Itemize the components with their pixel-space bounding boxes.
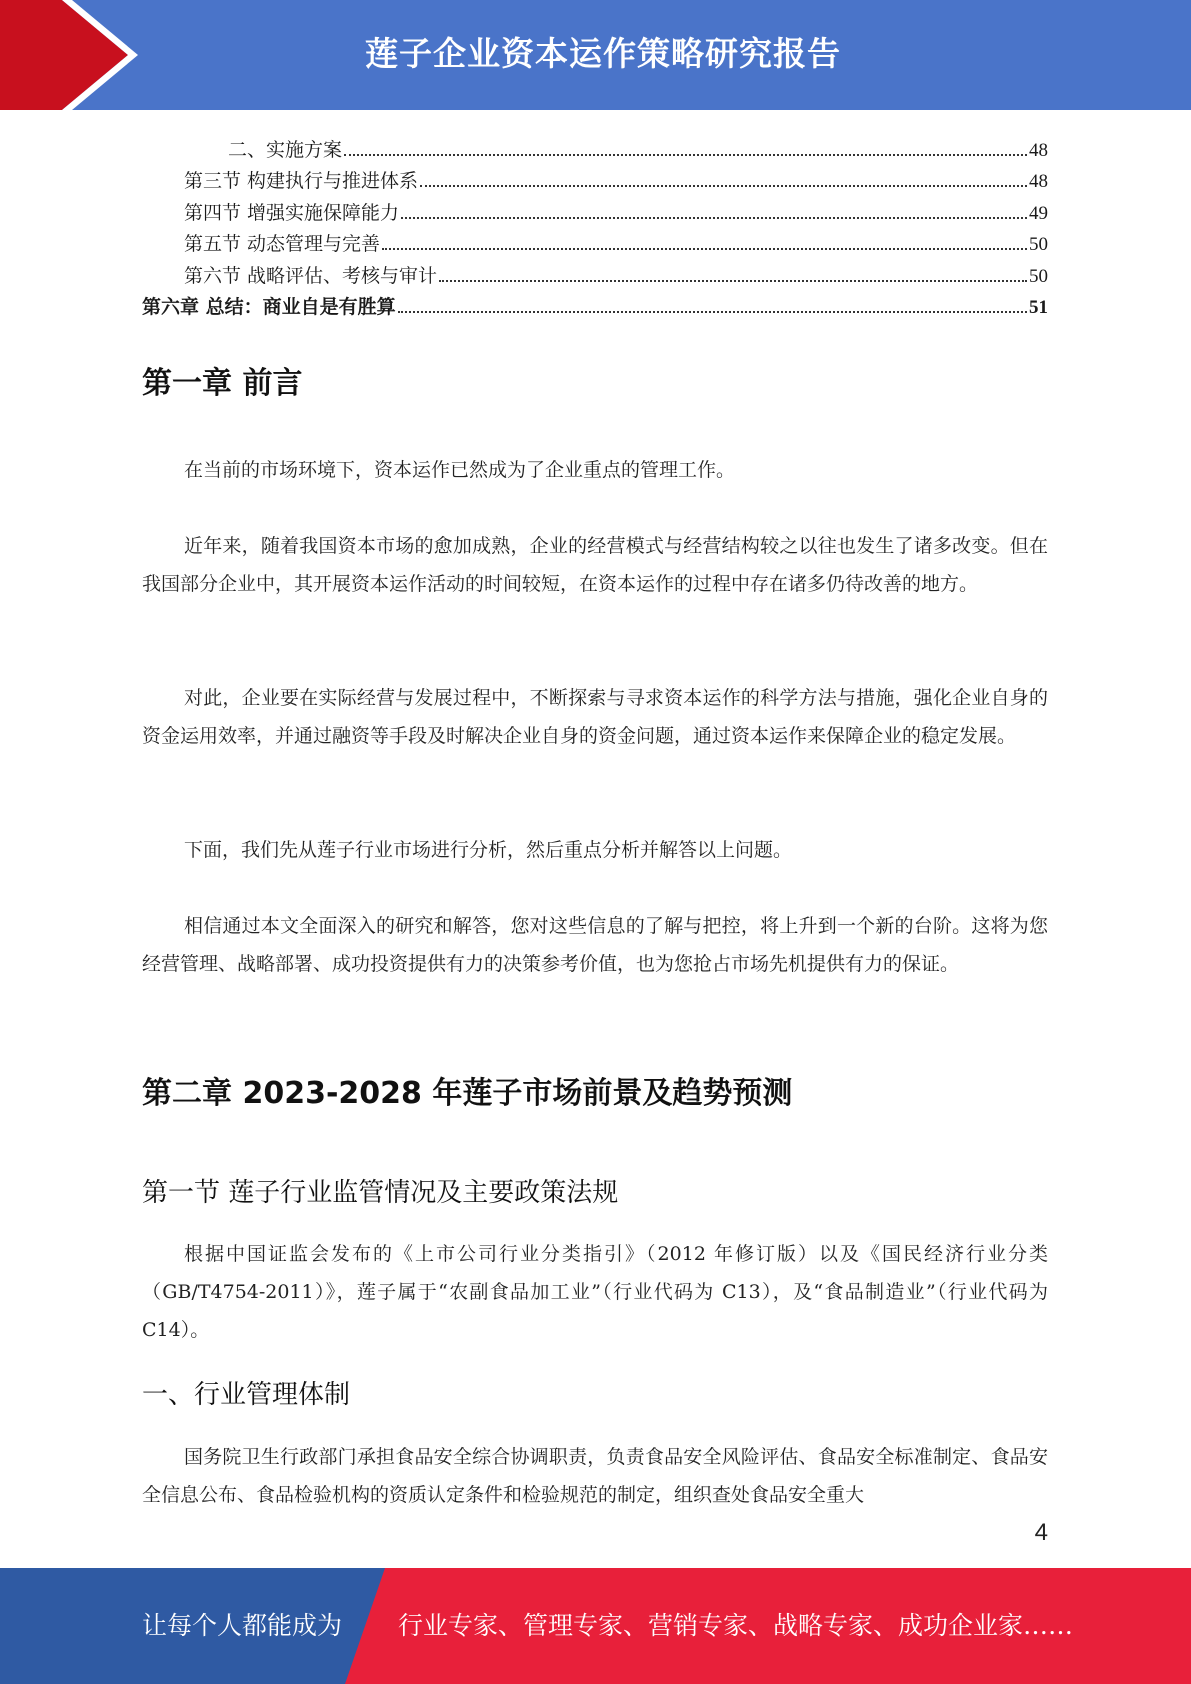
footer-slogan-right: 行业专家、管理专家、营销专家、战略专家、成功企业家…… <box>398 1611 1074 1640</box>
report-title: 莲子企业资本运作策略研究报告 <box>365 34 841 73</box>
paragraph: 下面，我们先从莲子行业市场进行分析，然后重点分析并解答以上问题。 <box>184 839 793 861</box>
toc-entry-label: 第五节 动态管理与完善 <box>184 233 381 255</box>
paragraph: 近年来，随着我国资本市场的愈加成熟，企业的经营模式与经营结构较之以往也发生了诸多改变。但在我国部分企业中，其开展资本运作活动的时间较短，在资本运作的过程中存在诸多仍待改善的地方。 <box>142 535 1048 595</box>
paragraph: 在当前的市场环境下，资本运作已然成为了企业重点的管理工作。 <box>184 459 736 481</box>
toc-entry-page: 51 <box>1029 297 1048 318</box>
toc-entry-label: 第三节 构建执行与推进体系 <box>184 170 419 192</box>
toc-leader <box>382 248 1027 250</box>
toc-entry-page: 48 <box>1029 171 1048 192</box>
footer-banner <box>0 1568 1191 1684</box>
paragraph: 相信通过本文全面深入的研究和解答，您对这些信息的了解与把控，将上升到一个新的台阶。这将为您经营管理、战略部署、成功投资提供有力的决策参考价值，也为您抢占市场先机提供有力的保证。 <box>142 915 1048 975</box>
toc-entry-page: 48 <box>1029 139 1048 161</box>
toc-entry[interactable] <box>142 288 1048 320</box>
chapter-1-title: 第一章 前言 <box>142 366 303 401</box>
page-number: 4 <box>1034 1519 1048 1546</box>
toc-entry-label: 第四节 增强实施保障能力 <box>184 201 400 224</box>
toc-entry[interactable] <box>142 162 1048 194</box>
paragraph: 对此，企业要在实际经营与发展过程中，不断探索与寻求资本运作的科学方法与措施，强化企业自身的资金运用效率，并通过融资等手段及时解决企业自身的资金问题，通过资本运作来保障企业的稳定发展。 <box>142 687 1048 747</box>
toc-leader <box>398 311 1027 313</box>
toc-entry[interactable] <box>142 225 1048 257</box>
toc-entry-label: 第六节 战略评估、考核与审计 <box>184 264 438 287</box>
paragraph: 国务院卫生行政部门承担食品安全综合协调职责，负责食品安全风险评估、食品安全标准制定、食品安全信息公布、食品检验机构的资质认定条件和检验规范的制定，组织查处食品安全重大 <box>142 1446 1048 1506</box>
toc-entry-page: 50 <box>1029 234 1048 255</box>
toc-entry[interactable] <box>142 193 1048 225</box>
paragraph: 根据中国证监会发布的《上市公司行业分类指引》（2012 年修订版）以及《国民经济行业分类（GB/T4754-2011）》，莲子属于“农副食品加工业”（行业代码为 C13），及“食品制造业”（行业代码为 C14）。 <box>142 1243 1048 1341</box>
header-banner <box>0 0 1191 110</box>
toc-entry[interactable] <box>142 130 1048 162</box>
toc-entry-page: 50 <box>1029 265 1048 287</box>
toc-entry[interactable] <box>142 256 1048 288</box>
table-of-contents <box>142 130 1048 319</box>
toc-entry-page: 49 <box>1029 202 1048 224</box>
footer-slogan-left: 让每个人都能成为 <box>142 1611 343 1640</box>
subsection-title: 一、行业管理体制 <box>142 1380 351 1410</box>
toc-leader <box>344 154 1027 156</box>
toc-leader <box>420 185 1027 187</box>
toc-entry-label: 第六章 总结：商业自是有胜算 <box>142 296 396 318</box>
toc-entry-label: 二、实施方案 <box>228 138 343 161</box>
toc-leader <box>401 217 1027 219</box>
toc-leader <box>439 280 1027 282</box>
section-title: 第一节 莲子行业监管情况及主要政策法规 <box>142 1178 619 1208</box>
chapter-2-title: 第二章 2023-2028 年莲子市场前景及趋势预测 <box>142 1076 793 1111</box>
